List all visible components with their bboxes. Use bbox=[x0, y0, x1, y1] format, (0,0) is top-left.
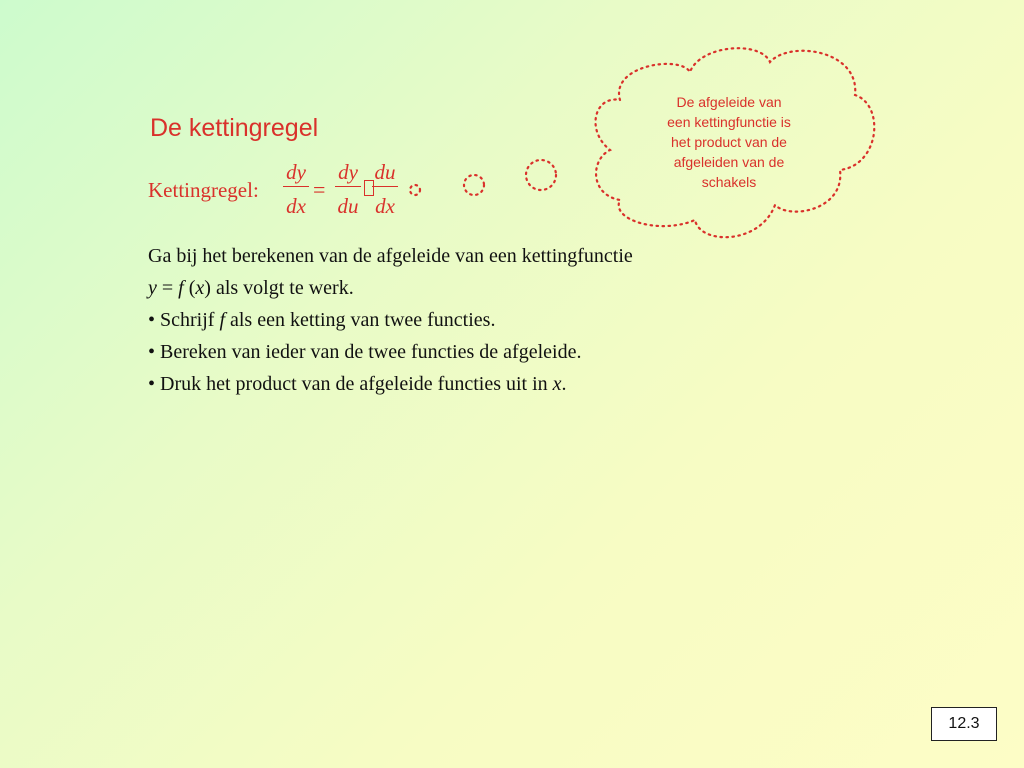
text-span: als een ketting van twee functies. bbox=[225, 309, 496, 331]
function-f: f bbox=[178, 277, 184, 299]
variable-y: y bbox=[148, 277, 157, 299]
fraction-numerator: dy bbox=[286, 160, 306, 184]
variable-x: x bbox=[552, 373, 562, 395]
fraction-numerator: dy bbox=[338, 160, 358, 184]
variable-x: x bbox=[195, 277, 205, 299]
text-span: = bbox=[156, 277, 179, 299]
thought-dot-medium bbox=[464, 175, 484, 195]
text-span: . bbox=[561, 373, 567, 395]
page-number-box: 12.3 bbox=[931, 707, 997, 741]
fraction-denominator: du bbox=[337, 194, 359, 218]
slide-title: De kettingregel bbox=[150, 114, 319, 142]
text-span: • Bereken van ieder van de twee functies de afgeleide. bbox=[148, 341, 582, 363]
text-span: ( bbox=[183, 277, 196, 299]
bubble-line: schakels bbox=[701, 174, 757, 190]
equals-sign: = bbox=[313, 177, 326, 202]
text-span: • Druk het product van de afgeleide functies uit in bbox=[148, 373, 553, 395]
bubble-line: een kettingfunctie is bbox=[667, 114, 791, 130]
bubble-line: het product van de bbox=[671, 134, 787, 150]
bubble-line: afgeleiden van de bbox=[673, 154, 785, 170]
thought-bubble-text bbox=[644, 92, 814, 192]
formula-label: Kettingregel: bbox=[148, 178, 259, 202]
function-f: f bbox=[219, 309, 225, 331]
fraction-denominator: dx bbox=[286, 194, 306, 218]
text-span: • Schrijf bbox=[148, 309, 220, 331]
bubble-line: De afgeleide van bbox=[676, 94, 782, 110]
fraction-denominator: dx bbox=[375, 194, 395, 218]
thought-dot-large bbox=[526, 160, 556, 190]
text-span: Ga bij het berekenen van de afgeleide van een kettingfunctie bbox=[148, 245, 633, 267]
thought-dot-small bbox=[410, 185, 420, 195]
text-span: ) als volgt te werk. bbox=[204, 277, 354, 299]
fraction-numerator: du bbox=[374, 160, 396, 184]
